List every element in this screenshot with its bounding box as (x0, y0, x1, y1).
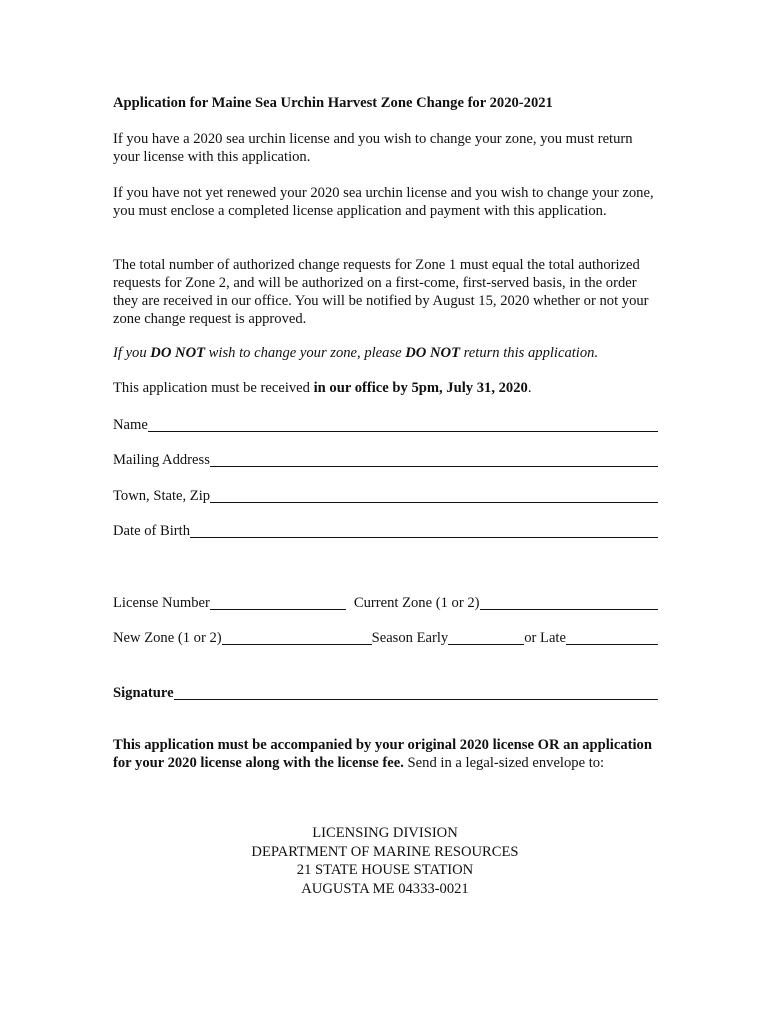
mailing-address-block (0, 824, 770, 898)
or-late-label: or Late (524, 630, 566, 646)
date-of-birth-label: Date of Birth (113, 523, 191, 539)
town-state-zip-row (113, 487, 658, 505)
license-number-label: License Number (113, 595, 210, 611)
name-label: Name (113, 417, 148, 433)
signature-row (113, 684, 658, 702)
note-text-c: wish to change your zone, please (205, 345, 406, 361)
form-title: Application for Maine Sea Urchin Harvest Zone Change for 2020-2021 (113, 95, 553, 111)
address-line-3: 21 STATE HOUSE STATION (296, 862, 474, 878)
name-field[interactable] (148, 417, 658, 432)
instruction-paragraph-1: If you have a 2020 sea urchin license and you wish to change your zone, you must return your license with this application. (113, 131, 633, 165)
mailing-instructions-bold: This application must be accompanied by your original 2020 license OR an application for your 2020 license along with the license fee. (113, 737, 652, 771)
season-late-field[interactable] (566, 630, 658, 645)
new-zone-field[interactable] (222, 630, 372, 645)
instruction-paragraph-3: The total number of authorized change requests for Zone 1 must equal the total authorized requests for Zone 2, and will be authorized on a first-come, first-served basis, in the order they are received in our office. You will be notified by August 15, 2020 whether or not your zone change request is approved. (113, 257, 649, 327)
town-state-zip-field[interactable] (210, 488, 658, 503)
deadline-paragraph (113, 379, 658, 397)
address-line-1: LICENSING DIVISION (312, 825, 458, 841)
address-line-4: AUGUSTA ME 04333-0021 (301, 880, 469, 897)
license-number-field[interactable] (210, 595, 346, 610)
note-text-a: If you (113, 345, 151, 361)
deadline-text-c: . (527, 380, 532, 396)
note-emphasis-1: DO NOT (150, 345, 206, 361)
current-zone-label: Current Zone (1 or 2) (353, 595, 480, 611)
address-line-2: DEPARTMENT OF MARINE RESOURCES (251, 843, 519, 860)
mailing-address-label: Mailing Address (113, 452, 210, 468)
season-early-field[interactable] (448, 630, 524, 645)
deadline-emphasis: in our office by 5pm, July 31, 2020 (313, 380, 528, 396)
mailing-instructions-text: Send in a legal-sized envelope to: (403, 755, 605, 771)
new-zone-label: New Zone (1 or 2) (113, 630, 222, 646)
current-zone-field[interactable] (480, 595, 659, 610)
new-zone-season-row (113, 629, 658, 647)
note-text-e: return this application. (460, 345, 599, 361)
season-early-label: Season Early (371, 630, 449, 646)
mailing-address-field[interactable] (210, 452, 658, 467)
mailing-instructions (113, 736, 658, 772)
date-of-birth-row (113, 522, 658, 540)
license-zone-row (113, 594, 658, 612)
do-not-return-note (113, 344, 658, 362)
town-state-zip-label: Town, State, Zip (113, 488, 211, 504)
instruction-paragraph-2: If you have not yet renewed your 2020 sea urchin license and you wish to change your zone, you must enclose a completed license application and payment with this application. (113, 185, 654, 219)
date-of-birth-field[interactable] (190, 523, 658, 538)
signature-field[interactable] (174, 685, 658, 700)
name-row (113, 416, 658, 434)
deadline-text-a: This application must be received (113, 380, 314, 396)
note-emphasis-2: DO NOT (405, 345, 460, 361)
mailing-address-row (113, 451, 658, 469)
signature-label: Signature (113, 685, 174, 701)
